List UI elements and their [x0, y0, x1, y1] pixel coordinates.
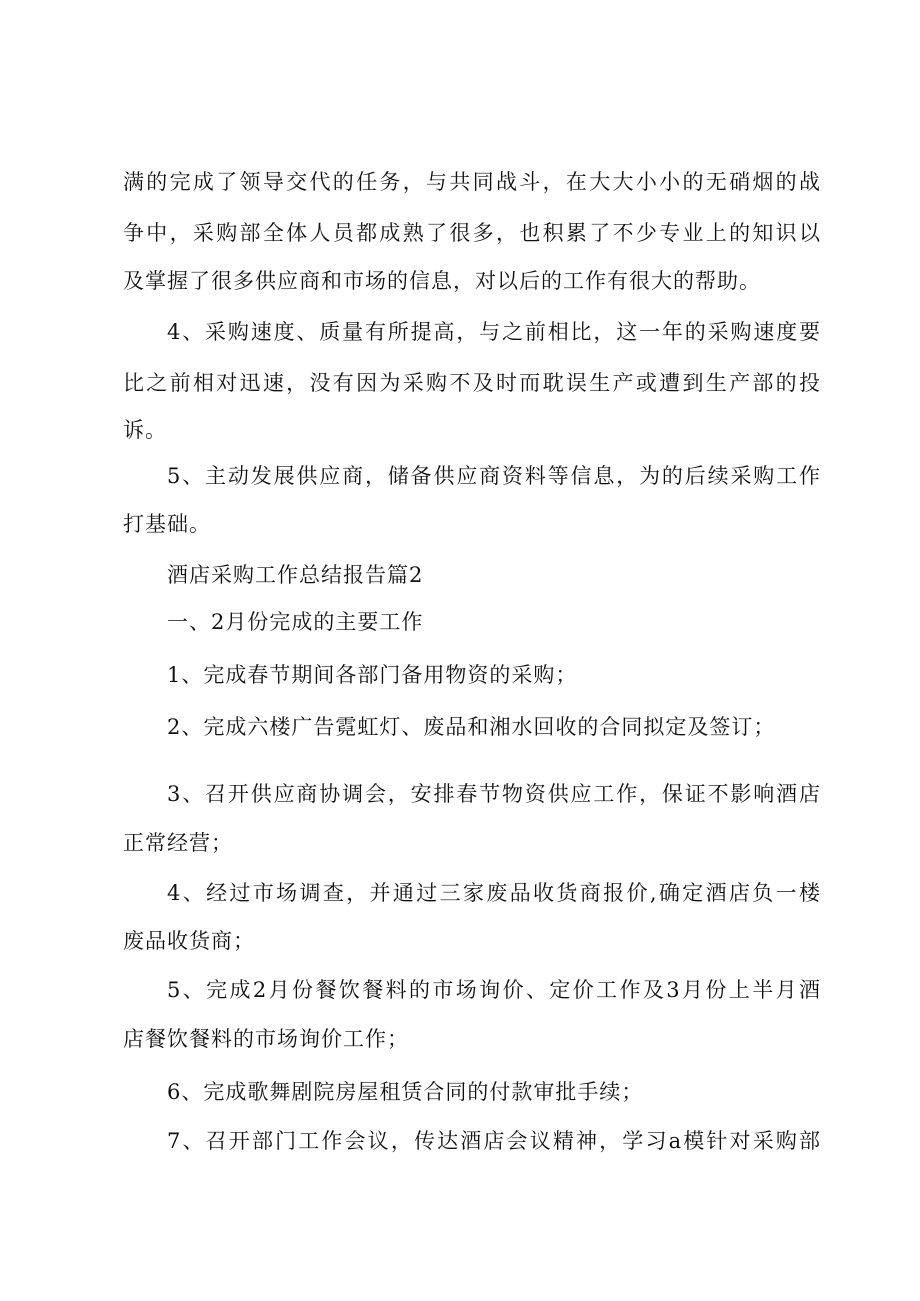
list-item-1-line: 1、完成春节期间各部门备用物资的采购；	[167, 663, 578, 687]
text-line: 争中，采购部全体人员都成熟了很多，也积累了不少专业上的知识以	[123, 221, 820, 245]
list-item-5-line: 5、主动发展供应商，储备供应商资料等信息，为的后续采购工作	[167, 464, 820, 488]
list-item-7-line: 7、召开部门工作会议，传达酒店会议精神，学习a模针对采购部	[167, 1129, 820, 1153]
list-item-2-line: 2、完成六楼广告霓虹灯、废品和湘水回收的合同拟定及签订；	[167, 715, 776, 739]
list-item-4-line: 4、采购速度、质量有所提高，与之前相比，这一年的采购速度要	[167, 320, 820, 344]
text-line: 店餐饮餐料的市场询价工作；	[123, 1027, 409, 1051]
text-line: 满的完成了领导交代的任务，与共同战斗，在大大小小的无硝烟的战	[123, 170, 820, 194]
text-line: 诉。	[123, 418, 167, 442]
list-item-6-line: 6、完成歌舞剧院房屋租赁合同的付款审批手续；	[167, 1080, 644, 1104]
text-line: 废品收货商；	[123, 929, 255, 953]
text-line: 比之前相对迅速，没有因为采购不及时而耽误生产或遭到生产部的投	[123, 371, 820, 395]
list-item-3-line: 3、召开供应商协调会，安排春节物资供应工作，保证不影响酒店	[167, 782, 820, 806]
text-line: 及掌握了很多供应商和市场的信息，对以后的工作有很大的帮助。	[123, 269, 761, 293]
subsection-heading: 一、2月份完成的主要工作	[167, 610, 424, 634]
section-heading: 酒店采购工作总结报告篇2	[167, 563, 424, 587]
list-item-4-line: 4、经过市场调查，并通过三家废品收货商报价,确定酒店负一楼	[167, 881, 820, 905]
text-line: 正常经营；	[123, 831, 233, 855]
list-item-5-line: 5、完成2月份餐饮餐料的市场询价、定价工作及3月份上半月酒	[167, 978, 820, 1002]
text-line: 打基础。	[123, 512, 211, 536]
